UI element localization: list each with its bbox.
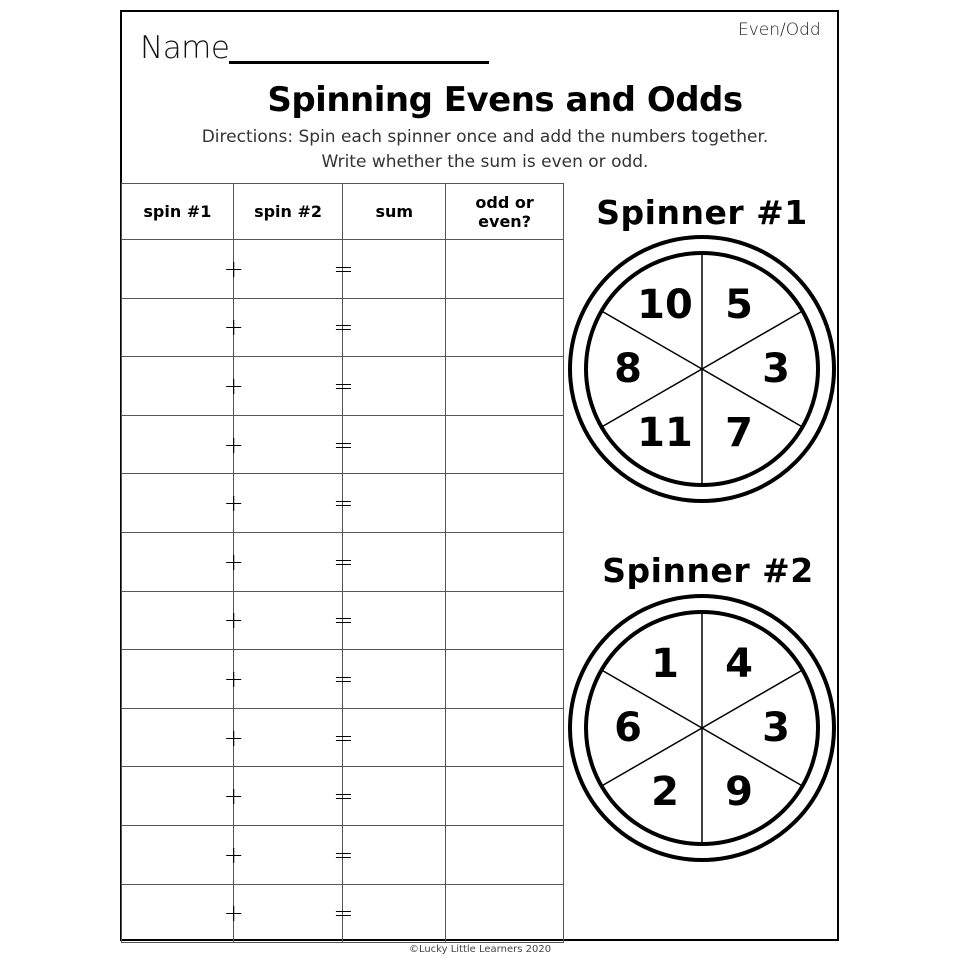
- equals-sign: =: [333, 313, 354, 342]
- header-spin-2: spin #2: [233, 184, 343, 240]
- spinner-number: 11: [637, 410, 693, 457]
- cell-spin-2[interactable]: [223, 708, 343, 767]
- spinner-number: 8: [614, 346, 642, 392]
- cell-spin-1[interactable]: [122, 767, 234, 826]
- plus-sign: +: [223, 430, 244, 459]
- plus-sign: +: [223, 489, 244, 518]
- cell-odd-or-even[interactable]: [446, 415, 564, 474]
- cell-spin-2[interactable]: [223, 240, 343, 299]
- equals-sign: =: [333, 254, 354, 283]
- directions-line-1: Directions: Spin each spinner once and add the numbers together.: [201, 127, 769, 147]
- cell-spin-2[interactable]: [223, 650, 343, 709]
- cell-spin-1[interactable]: [122, 357, 234, 416]
- cell-spin-1[interactable]: [122, 532, 234, 591]
- equals-sign: =: [333, 664, 354, 693]
- equals-sign: =: [333, 899, 354, 928]
- cell-odd-or-even[interactable]: [446, 298, 564, 357]
- equals-sign: =: [333, 782, 354, 811]
- spinner-number: 7: [725, 410, 753, 457]
- table-row: [122, 298, 564, 357]
- spinner-number: 2: [651, 769, 679, 816]
- plus-sign: +: [223, 899, 244, 928]
- header-sum: sum: [343, 184, 446, 240]
- plus-sign: +: [223, 547, 244, 576]
- table-row: [122, 825, 564, 884]
- cell-spin-2[interactable]: [223, 474, 343, 533]
- equals-sign: =: [333, 489, 354, 518]
- cell-odd-or-even[interactable]: [446, 825, 564, 884]
- cell-spin-1[interactable]: [122, 591, 234, 650]
- plus-sign: +: [223, 254, 244, 283]
- cell-spin-1[interactable]: [122, 884, 234, 943]
- cell-sum[interactable]: [333, 767, 446, 826]
- cell-sum[interactable]: [333, 474, 446, 533]
- table-header-row: [122, 184, 564, 240]
- cell-odd-or-even[interactable]: [446, 474, 564, 533]
- cell-sum[interactable]: [333, 825, 446, 884]
- equals-sign: =: [333, 723, 354, 752]
- cell-spin-2[interactable]: [223, 884, 343, 943]
- spinner-number: 1: [651, 640, 679, 687]
- plus-sign: +: [223, 371, 244, 400]
- cell-sum[interactable]: [333, 357, 446, 416]
- spinner-number: 10: [637, 281, 693, 328]
- table-row: [122, 650, 564, 709]
- cell-odd-or-even[interactable]: [446, 884, 564, 943]
- cell-sum[interactable]: [333, 532, 446, 591]
- cell-sum[interactable]: [333, 415, 446, 474]
- header-spin-1: spin #1: [122, 184, 234, 240]
- cell-sum[interactable]: [333, 298, 446, 357]
- spinner-number: 3: [762, 705, 790, 751]
- directions: [160, 125, 810, 175]
- spinner-number: 6: [614, 705, 642, 751]
- table-row: [122, 884, 564, 943]
- cell-spin-2[interactable]: [223, 298, 343, 357]
- plus-sign: +: [223, 840, 244, 869]
- header-odd-or-even: [446, 184, 564, 240]
- plus-sign: +: [223, 606, 244, 635]
- cell-spin-2[interactable]: [223, 532, 343, 591]
- cell-spin-1[interactable]: [122, 650, 234, 709]
- cell-spin-2[interactable]: [223, 357, 343, 416]
- cell-sum[interactable]: [333, 708, 446, 767]
- equals-sign: =: [333, 606, 354, 635]
- equals-sign: =: [333, 547, 354, 576]
- table-row: [122, 357, 564, 416]
- equals-sign: =: [333, 371, 354, 400]
- header-odd-or-even-label: odd or even?: [475, 192, 534, 231]
- cell-sum[interactable]: [333, 884, 446, 943]
- cell-odd-or-even[interactable]: [446, 532, 564, 591]
- spinner-1-title: Spinner #1: [596, 193, 808, 232]
- cell-spin-1[interactable]: [122, 240, 234, 299]
- cell-sum[interactable]: [333, 591, 446, 650]
- name-write-line: [229, 61, 489, 64]
- cell-sum[interactable]: [333, 650, 446, 709]
- table-row: [122, 591, 564, 650]
- cell-spin-1[interactable]: [122, 415, 234, 474]
- cell-spin-1[interactable]: [122, 298, 234, 357]
- name-label: Name: [140, 30, 230, 66]
- cell-spin-1[interactable]: [122, 825, 234, 884]
- cell-odd-or-even[interactable]: [446, 708, 564, 767]
- spinner-2: [567, 593, 837, 863]
- cell-spin-1[interactable]: [122, 708, 234, 767]
- equals-sign: =: [333, 840, 354, 869]
- cell-odd-or-even[interactable]: [446, 357, 564, 416]
- topic-tag: Even/Odd: [738, 20, 821, 40]
- plus-sign: +: [223, 782, 244, 811]
- cell-sum[interactable]: [333, 240, 446, 299]
- table-row: [122, 532, 564, 591]
- equals-sign: =: [333, 430, 354, 459]
- cell-spin-2[interactable]: [223, 591, 343, 650]
- spinner-1: [567, 234, 837, 504]
- cell-odd-or-even[interactable]: [446, 650, 564, 709]
- cell-spin-2[interactable]: [223, 415, 343, 474]
- table-row: [122, 708, 564, 767]
- recording-table: [121, 183, 564, 943]
- cell-odd-or-even[interactable]: [446, 767, 564, 826]
- cell-odd-or-even[interactable]: [446, 240, 564, 299]
- spinner-number: 3: [762, 346, 790, 392]
- plus-sign: +: [223, 313, 244, 342]
- cell-spin-1[interactable]: [122, 474, 234, 533]
- directions-line-2: Write whether the sum is even or odd.: [321, 152, 649, 172]
- table-row: [122, 240, 564, 299]
- plus-sign: +: [223, 664, 244, 693]
- table-row: [122, 415, 564, 474]
- spinner-number: 9: [725, 769, 753, 816]
- cell-spin-2[interactable]: [223, 825, 343, 884]
- cell-spin-2[interactable]: [223, 767, 343, 826]
- table-row: [122, 767, 564, 826]
- copyright-footer: ©Lucky Little Learners 2020: [408, 944, 552, 955]
- plus-sign: +: [223, 723, 244, 752]
- cell-odd-or-even[interactable]: [446, 591, 564, 650]
- table-row: [122, 474, 564, 533]
- worksheet-title: Spinning Evens and Odds: [267, 80, 743, 120]
- spinner-number: 4: [725, 640, 753, 687]
- spinner-number: 5: [725, 281, 753, 328]
- spinner-2-title: Spinner #2: [602, 551, 814, 590]
